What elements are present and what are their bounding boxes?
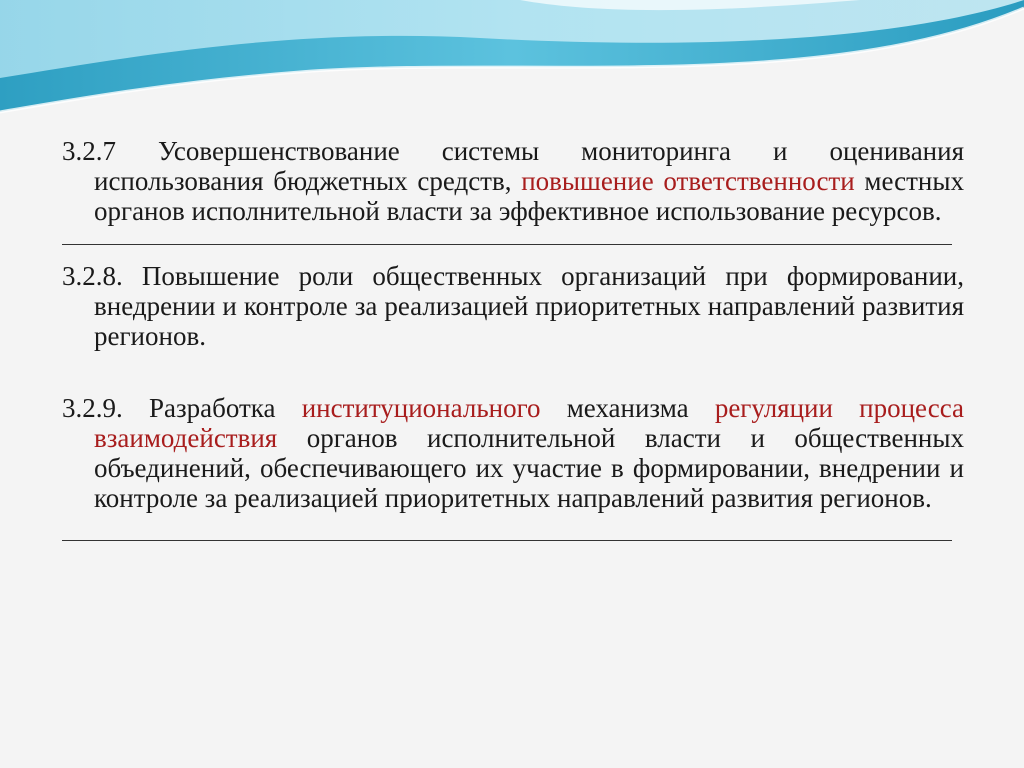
slide-content [62,136,964,541]
item-3-2-9-highlight-2: регуляции процесса взаимодействия [94,393,964,453]
decorative-wave-header [0,0,1024,120]
item-3-2-7-text-b: местных органов исполнительной власти за эффективное использование ресурсов. [94,166,964,226]
item-3-2-8 [62,261,964,351]
item-3-2-7 [62,136,964,226]
separator-line-2 [62,540,952,541]
item-3-2-7-text-a: 3.2.7 Усовершенствование системы мониторинга и оценивания использования бюджетных средств, [62,136,964,196]
item-3-2-8-text: 3.2.8. Повышение роли общественных организаций при формировании, внедрении и контроле за реализацией приоритетных направлений развития регионов. [62,261,964,351]
item-3-2-9-text-c: органов исполнительной власти и общественных объединений, обеспечивающего их участие в формировании, внедрении и контроле за реализацией приоритетных направлений развития регионов. [94,423,964,513]
item-3-2-9 [62,393,964,513]
separator-line-1 [62,244,952,245]
item-3-2-9-highlight-1: институционального [301,393,541,423]
item-3-2-9-text-b: механизма [540,393,715,423]
item-3-2-7-highlight: повышение ответственности [521,166,855,196]
item-3-2-9-text-a: 3.2.9. Разработка [62,393,302,423]
